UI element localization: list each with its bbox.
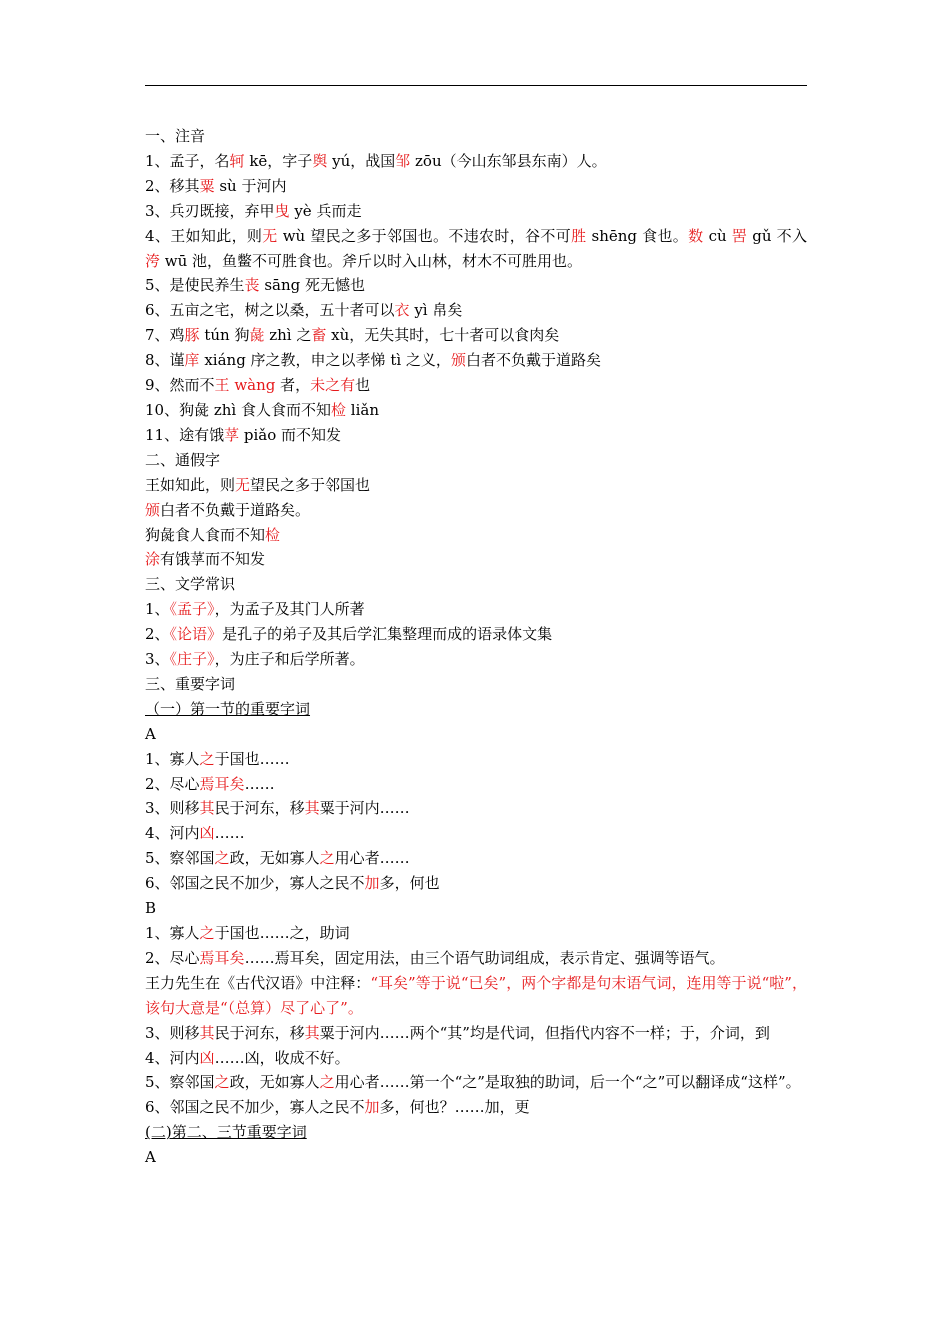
- text-segment: sù 于河内: [214, 176, 287, 195]
- text-line: [145, 199, 807, 224]
- text-line: [145, 971, 807, 1021]
- text-segment: B: [145, 899, 157, 918]
- text-line: [145, 622, 807, 647]
- text-segment: tún 狗: [199, 326, 250, 345]
- text-line: [145, 896, 807, 921]
- highlighted-text: 舆: [312, 151, 328, 170]
- highlighted-text: 粟: [199, 176, 215, 195]
- text-line: [145, 1120, 807, 1145]
- highlighted-text: 洿: [145, 251, 161, 270]
- text-segment: 5、察邻国: [145, 1073, 215, 1092]
- highlighted-text: 轲: [229, 151, 245, 170]
- text-segment: piǎo 而不知发: [239, 425, 342, 444]
- text-segment: ，为孟子及其门人所著: [214, 600, 365, 619]
- text-segment: 者，: [275, 376, 311, 395]
- text-segment: 6、五亩之宅，树之以桑，五十者可以: [145, 301, 395, 320]
- text-segment: 2、: [145, 625, 170, 644]
- text-segment: kē，字子: [244, 151, 313, 170]
- text-segment: ……: [244, 774, 275, 793]
- text-line: [145, 547, 807, 572]
- text-line: [145, 647, 807, 672]
- text-segment: 民于河东，移: [214, 1023, 305, 1042]
- highlighted-text: 莩: [224, 425, 240, 444]
- text-segment: 一、注音: [145, 127, 206, 145]
- text-line: [145, 946, 807, 971]
- text-line: [145, 124, 807, 149]
- highlighted-text: 检: [265, 525, 281, 544]
- text-line: [145, 224, 807, 274]
- highlighted-text: 罟: [731, 226, 748, 245]
- text-segment: 用心者……: [334, 849, 410, 868]
- text-segment: 狗彘食人食而不知: [145, 525, 266, 544]
- highlighted-text: 焉耳矣: [199, 948, 245, 967]
- highlighted-text: 其: [199, 1023, 215, 1042]
- highlighted-text: “耳矣”等于说“已矣”，两个字都是句末语气词，连用等于说“啦”，该句大意是“（总算）尽了心了”。: [145, 973, 807, 1017]
- text-segment: shēng 食也。: [586, 226, 689, 245]
- text-line: [145, 398, 807, 423]
- text-segment: wū 池，鱼鳖不可胜食也。斧斤以时入山林，材木不可胜用也。: [160, 251, 583, 270]
- text-line: [145, 473, 807, 498]
- highlighted-text: 王 wàng: [214, 376, 276, 395]
- text-segment: 王如知此，则: [145, 475, 236, 494]
- text-segment: 王力先生在《古代汉语》中注释：: [145, 973, 371, 992]
- text-line: [145, 1021, 807, 1046]
- text-segment: 是孔子的弟子及其后学汇集整理而成的语录体文集: [222, 625, 553, 644]
- text-segment: 政，无如寡人: [229, 849, 320, 868]
- text-line: [145, 523, 807, 548]
- section-heading: (二)第二、三节重要字词: [145, 1123, 307, 1142]
- highlighted-text: 《庄子》: [169, 650, 215, 669]
- text-line: [145, 149, 807, 174]
- text-segment: ，为庄子和后学所著。: [214, 650, 365, 669]
- highlighted-text: 无: [235, 475, 251, 494]
- text-line: [145, 772, 807, 797]
- highlighted-text: 数: [688, 226, 704, 245]
- text-segment: 9、然而不: [145, 376, 215, 395]
- text-segment: 望民之多于邻国也: [250, 475, 371, 494]
- text-line: [145, 498, 807, 523]
- text-line: [145, 871, 807, 896]
- text-line: [145, 722, 807, 747]
- highlighted-text: 其: [199, 799, 215, 818]
- text-segment: 6、邻国之民不加少，寡人之民不: [145, 1098, 365, 1117]
- highlighted-text: 其: [304, 799, 320, 818]
- text-segment: 多，何也？……加，更: [379, 1098, 530, 1117]
- highlighted-text: 胜: [571, 226, 587, 245]
- highlighted-text: 颁: [450, 351, 466, 370]
- text-segment: 1、寡人: [145, 749, 200, 768]
- highlighted-text: 之: [214, 849, 230, 868]
- text-segment: A: [145, 724, 156, 743]
- text-segment: 白者不负戴于道路矣。: [160, 500, 311, 519]
- text-segment: 3、: [145, 650, 170, 669]
- text-segment: yè 兵而走: [289, 201, 362, 220]
- text-segment: 8、谨: [145, 351, 185, 370]
- text-segment: 5、是使民养生: [145, 276, 245, 295]
- highlighted-text: 曳: [274, 201, 290, 220]
- text-segment: 7、鸡: [145, 326, 185, 345]
- text-segment: sāng 死无憾也: [259, 276, 366, 295]
- text-segment: gǔ 不入: [747, 226, 807, 245]
- text-segment: 2、尽心: [145, 948, 200, 967]
- text-segment: 4、河内: [145, 1048, 200, 1067]
- text-segment: 多，何也: [379, 874, 440, 893]
- text-segment: 11、途有饿: [145, 425, 225, 444]
- text-segment: 1、: [145, 600, 170, 619]
- text-line: [145, 298, 807, 323]
- highlighted-text: 庠: [184, 351, 200, 370]
- highlighted-text: 之: [319, 1073, 335, 1092]
- text-segment: 政，无如寡人: [229, 1073, 320, 1092]
- text-segment: 二、通假字: [145, 450, 221, 469]
- text-segment: 粟于河内……两个“其”均是代词，但指代内容不一样；于，介词，到: [319, 1023, 770, 1042]
- text-segment: 也: [355, 376, 371, 395]
- highlighted-text: 检: [331, 400, 347, 419]
- text-segment: ……: [214, 824, 245, 843]
- text-segment: 民于河东，移: [214, 799, 305, 818]
- text-segment: 4、王如知此，则: [145, 226, 263, 245]
- highlighted-text: 其: [304, 1023, 320, 1042]
- highlighted-text: 无: [262, 226, 278, 245]
- text-segment: 2、尽心: [145, 774, 200, 793]
- text-segment: zōu（今山东邹县东南）人。: [410, 151, 607, 170]
- highlighted-text: 颁: [145, 500, 161, 519]
- text-segment: ……凶，收成不好。: [214, 1048, 350, 1067]
- highlighted-text: 畜: [311, 326, 327, 345]
- text-segment: 10、狗彘 zhì 食人食而不知: [145, 400, 331, 419]
- text-line: [145, 323, 807, 348]
- text-line: [145, 821, 807, 846]
- text-line: [145, 373, 807, 398]
- text-line: [145, 1070, 807, 1095]
- text-line: [145, 448, 807, 473]
- text-segment: 白者不负戴于道路矣: [465, 351, 601, 370]
- text-segment: 1、孟子，名: [145, 151, 230, 170]
- highlighted-text: 加: [364, 1098, 380, 1117]
- text-line: [145, 174, 807, 199]
- text-segment: 三、重要字词: [145, 674, 236, 693]
- highlighted-text: 凶: [199, 1048, 215, 1067]
- document-body: [145, 124, 807, 1170]
- text-segment: 有饿莩而不知发: [160, 550, 266, 569]
- text-line: [145, 1095, 807, 1120]
- text-segment: 3、则移: [145, 1023, 200, 1042]
- highlighted-text: 未之有: [310, 376, 356, 395]
- text-line: [145, 747, 807, 772]
- text-segment: liǎn: [346, 400, 379, 419]
- highlighted-text: 之: [199, 749, 215, 768]
- highlighted-text: 之: [319, 849, 335, 868]
- highlighted-text: 《孟子》: [169, 600, 215, 619]
- highlighted-text: 彘: [249, 326, 265, 345]
- text-line: [145, 1145, 807, 1170]
- text-line: [145, 273, 807, 298]
- text-line: [145, 348, 807, 373]
- text-line: [145, 572, 807, 597]
- text-segment: 3、则移: [145, 799, 200, 818]
- text-segment: 2、移其: [145, 176, 200, 195]
- highlighted-text: 衣: [394, 301, 410, 320]
- highlighted-text: 《论语》: [169, 625, 223, 644]
- text-segment: 6、邻国之民不加少，寡人之民不: [145, 874, 365, 893]
- highlighted-text: 焉耳矣: [199, 774, 245, 793]
- text-segment: A: [145, 1148, 156, 1167]
- text-line: [145, 921, 807, 946]
- text-line: [145, 423, 807, 448]
- text-line: [145, 1046, 807, 1071]
- highlighted-text: 涂: [145, 550, 161, 569]
- text-segment: 用心者……第一个“之”是取独的助词，后一个“之”可以翻译成“这样”。: [334, 1073, 801, 1092]
- text-segment: wù 望民之多于邻国也。不违农时，谷不可: [277, 226, 572, 245]
- text-segment: xiáng 序之教，申之以孝悌 tì 之义，: [199, 351, 451, 370]
- header-rule: [145, 85, 807, 86]
- text-segment: 5、察邻国: [145, 849, 215, 868]
- highlighted-text: 邹: [395, 151, 411, 170]
- highlighted-text: 豚: [184, 326, 200, 345]
- text-segment: 三、文学常识: [145, 575, 236, 594]
- text-line: [145, 697, 807, 722]
- text-segment: 4、河内: [145, 824, 200, 843]
- text-segment: zhì 之: [264, 326, 312, 345]
- highlighted-text: 之: [214, 1073, 230, 1092]
- text-line: [145, 672, 807, 697]
- text-segment: 1、寡人: [145, 924, 200, 942]
- text-segment: 于国也……之，助词: [214, 924, 350, 942]
- text-segment: 于国也……: [214, 749, 290, 768]
- text-segment: 粟于河内……: [319, 799, 410, 818]
- highlighted-text: 之: [199, 924, 215, 942]
- highlighted-text: 加: [364, 874, 380, 893]
- text-segment: cù: [703, 226, 732, 245]
- text-segment: 3、兵刃既接，弃甲: [145, 201, 275, 220]
- text-segment: xù，无失其时，七十者可以食肉矣: [326, 326, 560, 345]
- text-line: [145, 796, 807, 821]
- text-segment: ……焉耳矣，固定用法，由三个语气助词组成，表示肯定、强调等语气。: [244, 948, 725, 967]
- text-segment: yú，战国: [327, 151, 396, 170]
- text-segment: yì 帛矣: [409, 301, 463, 320]
- section-heading: （一）第一节的重要字词: [145, 699, 311, 718]
- highlighted-text: 丧: [244, 276, 260, 295]
- text-line: [145, 846, 807, 871]
- highlighted-text: 凶: [199, 824, 215, 843]
- text-line: [145, 597, 807, 622]
